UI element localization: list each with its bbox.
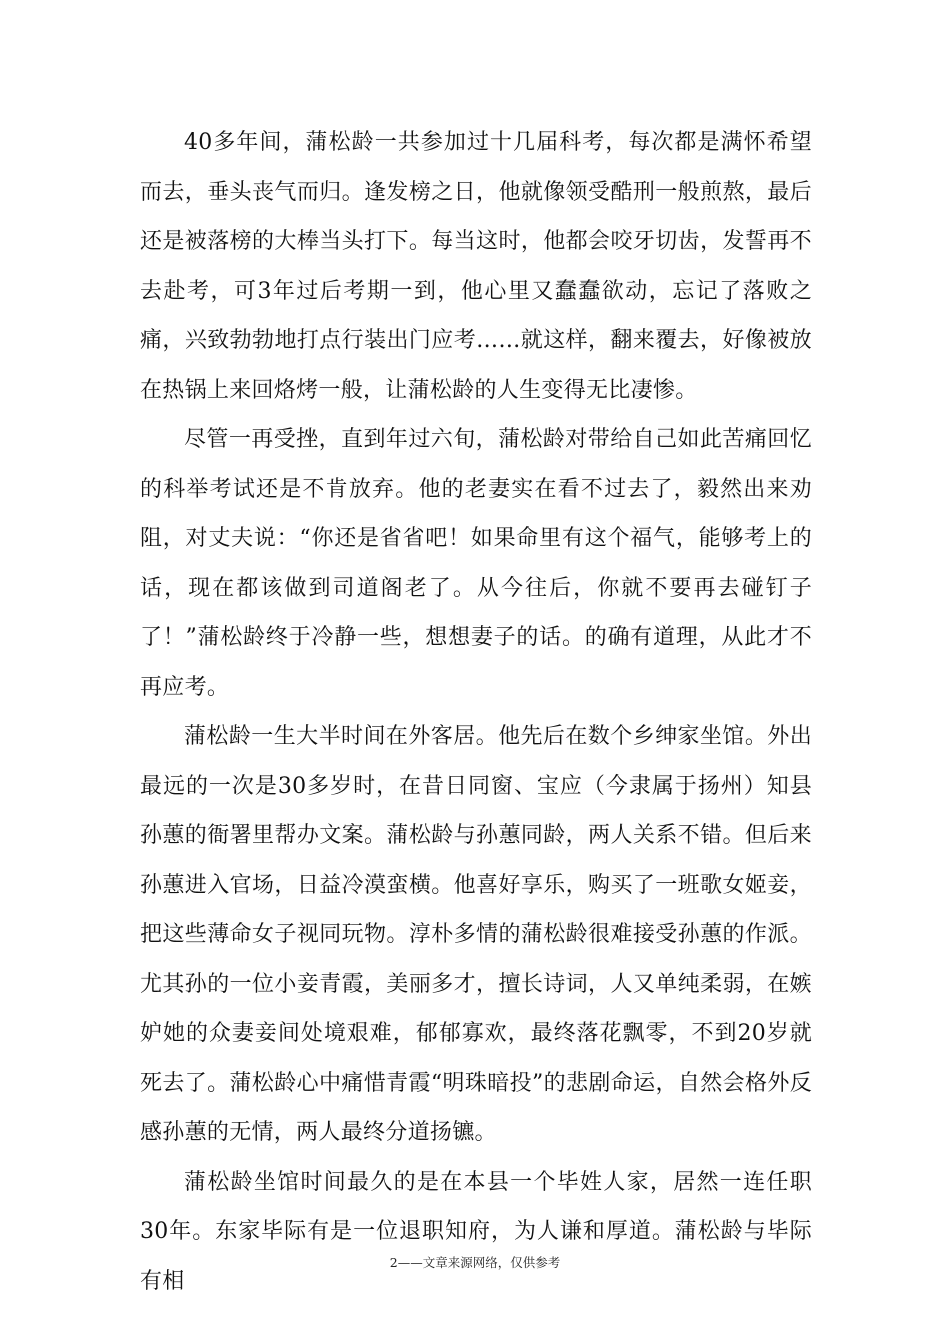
paragraph-2: 尽管一再受挫，直到年过六旬，蒲松龄对带给自己如此苦痛回忆的科举考试还是不肯放弃。他的老妻实在看不过去了，毅然出来劝阻，对丈夫说：“你还是省省吧！如果命里有这个福气，能够考上的话，现在都该做到司道阁老了。从今往后，你就不要再去碰钉子了！”蒲松龄终于冷静一些，想想妻子的话。的确有道理，从此才不再应考。 [140, 427, 812, 700]
paragraph-4: 蒲松龄坐馆时间最久的是在本县一个毕姓人家，居然一连任职30年。东家毕际有是一位退职知府，为人谦和厚道。蒲松龄与毕际有相 [140, 1169, 812, 1294]
page-footer [0, 1253, 950, 1271]
paragraph-3: 蒲松龄一生大半时间在外客居。他先后在数个乡绅家坐馆。外出最远的一次是30多岁时，在昔日同窗、宝应（今隶属于扬州）知县孙蕙的衙署里帮办文案。蒲松龄与孙蕙同龄，两人关系不错。但后来孙蕙进入官场，日益冷漠蛮横。他喜好享乐，购买了一班歌女姬妾，把这些薄命女子视同玩物。淳朴多情的蒲松龄很难接受孙蕙的作派。尤其孙的一位小妾青霞，美丽多才，擅长诗词，人又单纯柔弱，在嫉妒她的众妻妾间处境艰难，郁郁寡欢，最终落花飘零，不到20岁就死去了。蒲松龄心中痛惜青霞“明珠暗投”的悲剧命运，自然会格外反感孙蕙的无情，两人最终分道扬镳。 [140, 724, 812, 1145]
footer-text: 2——文章来源网络，仅供参考 [389, 1255, 561, 1270]
document-body [140, 118, 812, 1306]
paragraph-1: 40多年间，蒲松龄一共参加过十几届科考，每次都是满怀希望而去，垂头丧气而归。逢发榜之日，他就像领受酷刑一般煎熬，最后还是被落榜的大棒当头打下。每当这时，他都会咬牙切齿，发誓再不去赴考，可3年过后考期一到，他心里又蠢蠢欲动，忘记了落败之痛，兴致勃勃地打点行装出门应考……就这样，翻来覆去，好像被放在热锅上来回烙烤一般，让蒲松龄的人生变得无比凄惨。 [140, 130, 812, 403]
